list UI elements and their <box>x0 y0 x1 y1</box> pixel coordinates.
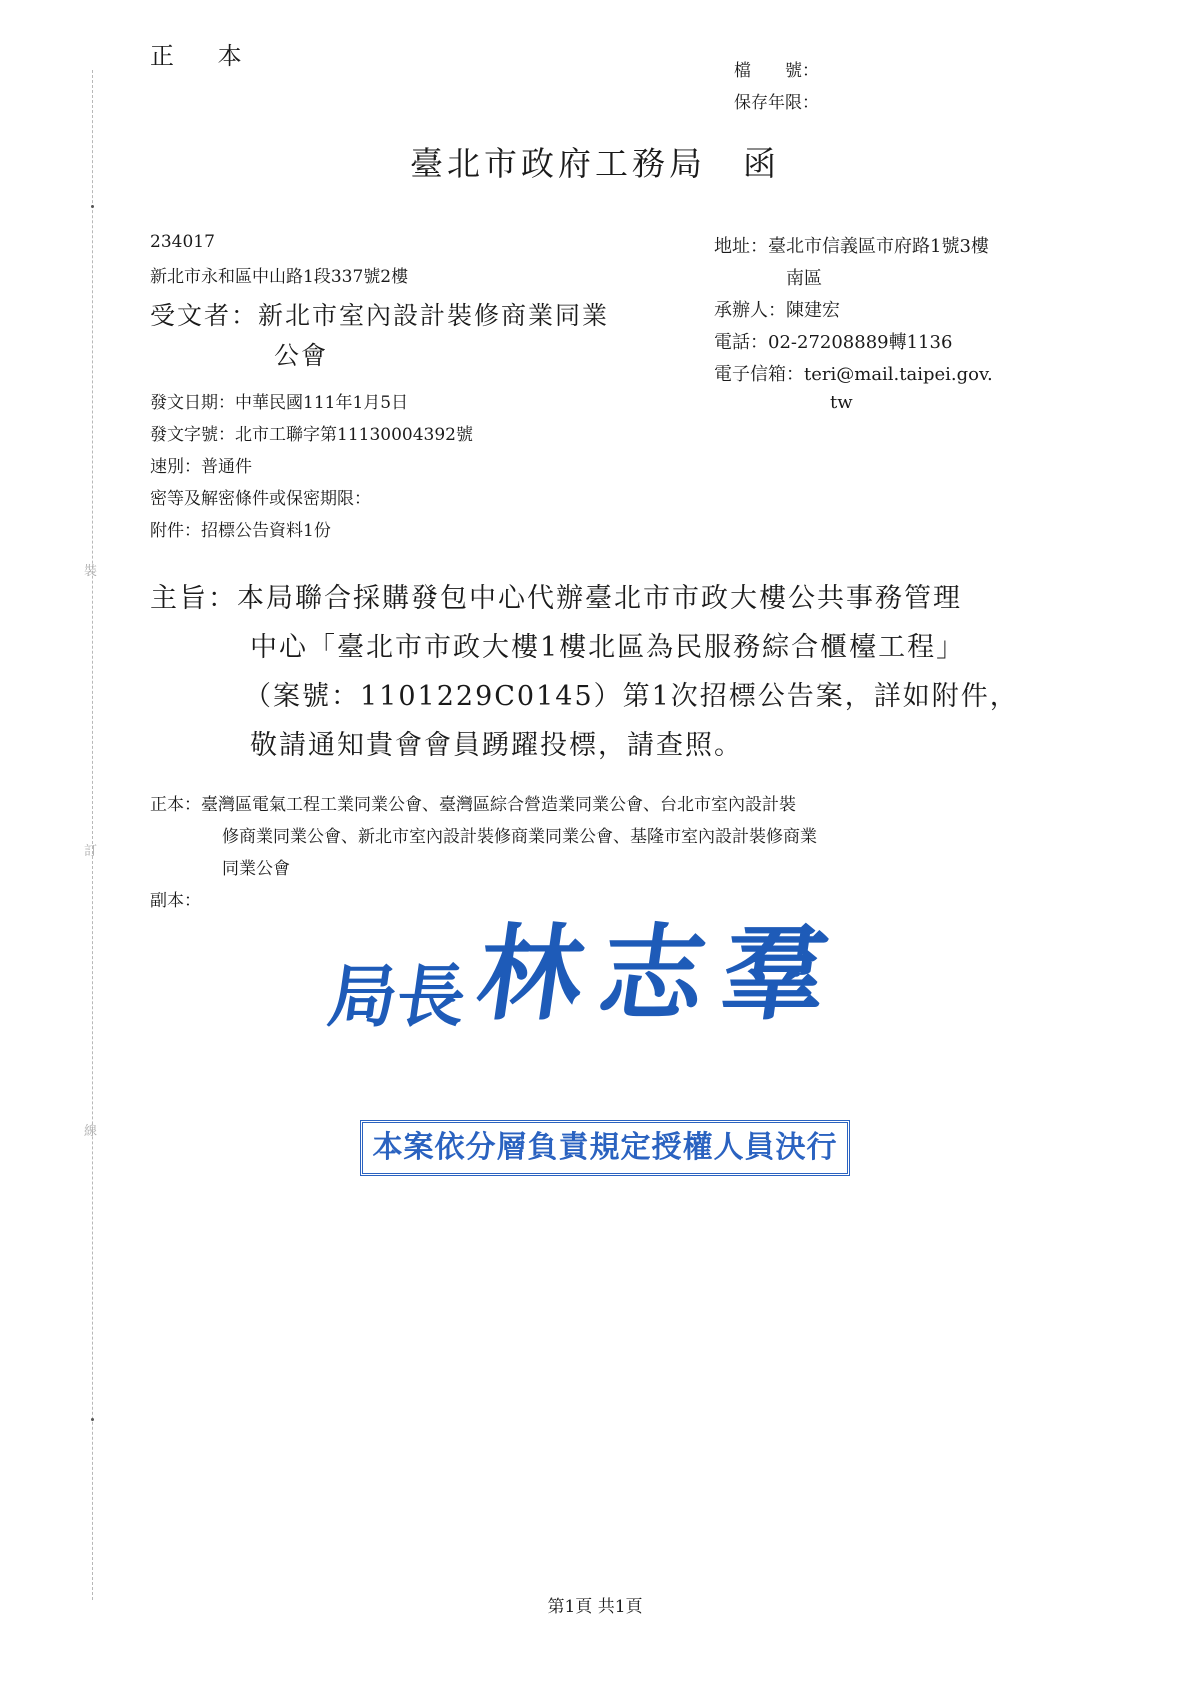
document-number: 發文字號：北市工聯字第11130004392號 <box>150 425 473 445</box>
recipient-postal-code: 234017 <box>150 232 215 252</box>
copy-recipients: 副本： <box>150 891 201 911</box>
binding-hole <box>91 1418 94 1421</box>
page-number: 第1頁 共1頁 <box>547 1597 643 1617</box>
binding-mark-bind: 裝 <box>84 564 98 579</box>
signature-name: 林志羣 <box>470 912 854 1035</box>
sender-email: 電子信箱：teri@mail.taipei.gov. <box>714 364 993 385</box>
sender-email-cont: tw <box>830 392 853 413</box>
subject-line: 主旨：本局聯合採購發包中心代辦臺北市市政大樓公共事務管理 <box>150 583 962 614</box>
binding-line <box>92 70 93 1600</box>
secrecy-level: 密等及解密條件或保密期限： <box>150 489 371 509</box>
binding-mark-staple: 訂 <box>84 844 98 859</box>
sender-address-cont: 南區 <box>786 268 822 289</box>
issue-date: 發文日期：中華民國111年1月5日 <box>150 393 409 413</box>
sender-handler: 承辦人：陳建宏 <box>714 300 840 321</box>
priority: 速別：普通件 <box>150 457 252 477</box>
authorization-stamp: 本案依分層負責規定授權人員決行 <box>360 1120 850 1176</box>
subject-line: 敬請通知貴會會員踴躍投標，請查照。 <box>250 730 743 761</box>
subject-line: （案號：1101229C0145）第1次招標公告案，詳如附件， <box>244 681 1019 712</box>
sender-phone: 電話：02-27208889轉1136 <box>714 332 953 353</box>
document-title: 臺北市政府工務局 函 <box>410 144 780 183</box>
original-recipients-cont: 同業公會 <box>222 859 290 879</box>
binding-mark-line: 線 <box>84 1124 98 1139</box>
original-recipients: 正本：臺灣區電氣工程工業同業公會、臺灣區綜合營造業同業公會、台北市室內設計裝 <box>150 795 796 815</box>
binding-hole <box>91 205 94 208</box>
file-number-label: 檔 號： <box>734 61 819 81</box>
retention-period-label: 保存年限： <box>734 93 819 113</box>
sender-address: 地址：臺北市信義區市府路1號3樓 <box>714 236 989 257</box>
signature-role: 局長 <box>323 957 471 1037</box>
copy-mark: 正 本 <box>150 42 260 70</box>
recipient-label-cont: 公會 <box>274 341 329 370</box>
recipient-label: 受文者：新北市室內設計裝修商業同業 <box>150 301 610 330</box>
subject-line: 中心「臺北市市政大樓1樓北區為民服務綜合櫃檯工程」 <box>250 632 966 663</box>
recipient-address: 新北市永和區中山路1段337號2樓 <box>150 267 409 287</box>
attachment: 附件：招標公告資料1份 <box>150 521 331 541</box>
director-signature-stamp <box>323 912 890 1040</box>
original-recipients-cont: 修商業同業公會、新北市室內設計裝修商業同業公會、基隆市室內設計裝修商業 <box>222 827 817 847</box>
